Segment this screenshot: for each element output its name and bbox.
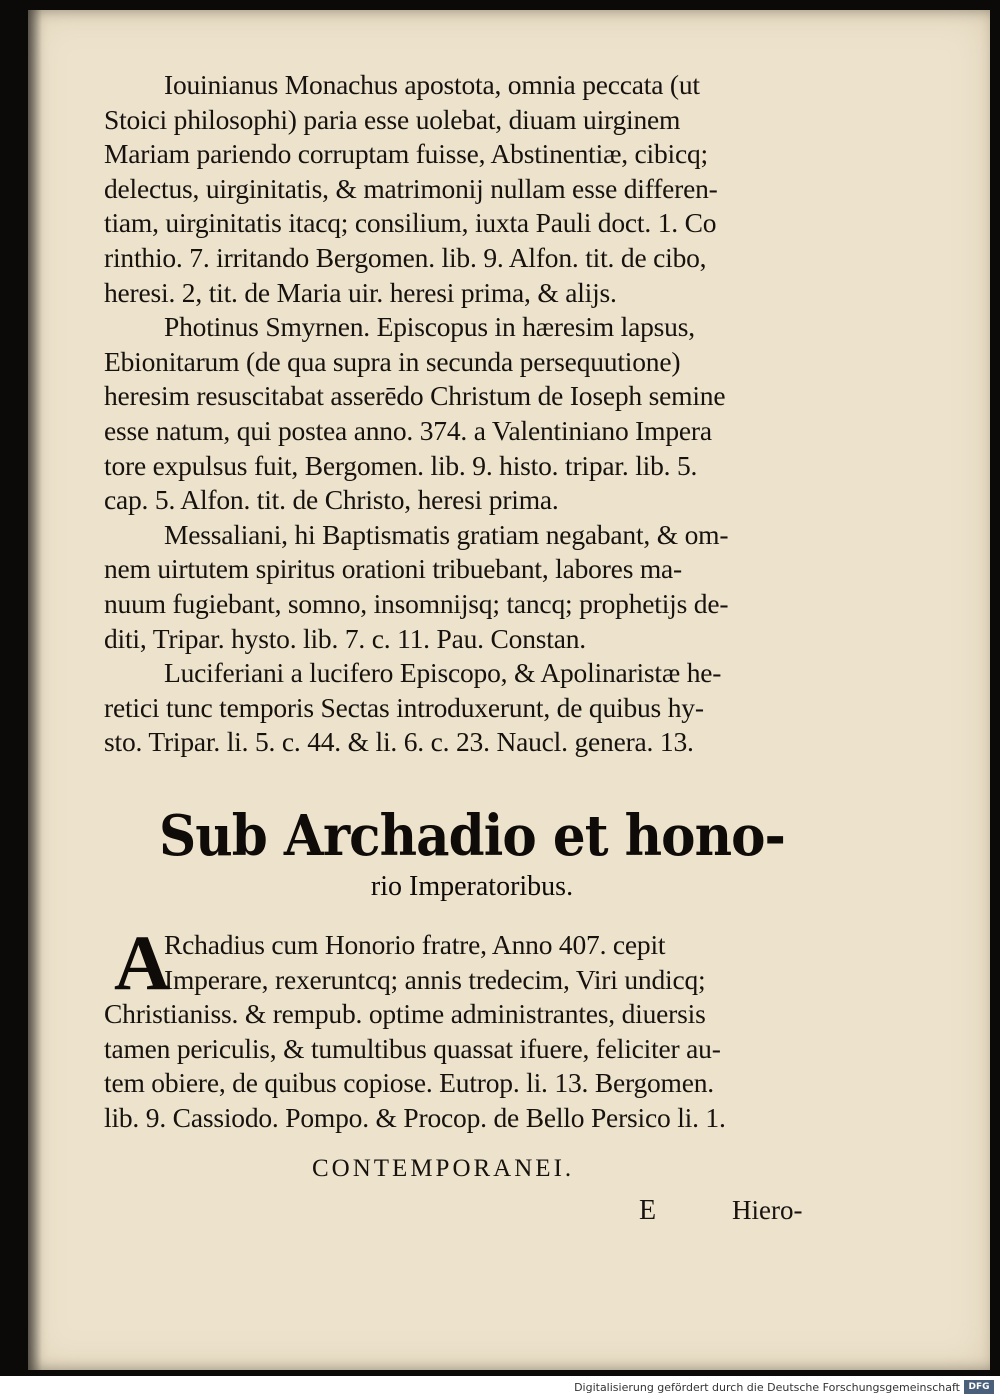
text-line: esse natum, qui postea anno. 374. a Valentiniano Impera xyxy=(104,414,712,446)
heading-subtitle: rio Imperatoribus. xyxy=(370,871,574,902)
text-line: tore expulsus fuit, Bergomen. lib. 9. histo. tripar. lib. 5. xyxy=(104,449,698,481)
text-line: rinthio. 7. irritando Bergomen. lib. 9. Alfon. tit. de cibo, xyxy=(104,241,707,273)
text-line: Mariam pariendo corruptam fuisse, Abstinentiæ, cibicq; xyxy=(104,138,708,170)
text-line: nem uirtutem spiritus orationi tribuebant, labores ma- xyxy=(104,553,683,585)
text-line: heresim resuscitabat asserēdo Christum de Ioseph semine xyxy=(104,380,726,412)
text-line: sto. Tripar. li. 5. c. 44. & li. 6. c. 23. Naucl. genera. 13. xyxy=(104,726,694,758)
text-block-upper xyxy=(104,68,840,760)
section-heading xyxy=(104,805,840,905)
signature-mark: E xyxy=(639,1195,657,1226)
heading-title: Sub Archadio et hono- xyxy=(158,803,786,869)
text-line: cap. 5. Alfon. tit. de Christo, heresi prima. xyxy=(104,484,559,516)
text-line: Messaliani, hi Baptismatis gratiam negabant, & om- xyxy=(164,518,729,550)
text-line: Christianiss. & rempub. optime administrantes, diuersis xyxy=(104,998,706,1030)
book-page xyxy=(28,10,990,1370)
text-line: nuum fugiebant, somno, insomnijsq; tancq; prophetijs de- xyxy=(104,587,729,619)
text-block-lower xyxy=(104,919,840,1136)
text-line: Stoici philosophi) paria esse uolebat, diuam uirginem xyxy=(104,103,681,135)
drop-capital: A xyxy=(114,919,171,1006)
contemporanei-label: CONTEMPORANEI. xyxy=(312,1155,575,1182)
text-line: tamen periculis, & tumultibus quassat ifuere, feliciter au- xyxy=(104,1032,721,1064)
text-line: delectus, uirginitatis, & matrimonij nullam esse differen- xyxy=(104,172,718,204)
text-line: retici tunc temporis Sectas introduxerunt, de quibus hy- xyxy=(104,691,704,723)
text-line: Ebionitarum (de qua supra in secunda persequutione) xyxy=(104,345,681,377)
catchword: Hiero- xyxy=(732,1195,803,1225)
dfg-logo-icon: DFG xyxy=(964,1380,994,1394)
footer-credit: Digitalisierung gefördert durch die Deutsche Forschungsgemeinschaft xyxy=(574,1381,960,1394)
text-line: tem obiere, de quibus copiose. Eutrop. li. 13. Bergomen. xyxy=(104,1067,714,1099)
text-line: Luciferiani a lucifero Episcopo, & Apolinaristæ he- xyxy=(164,657,722,689)
text-line: lib. 9. Cassiodo. Pompo. & Procop. de Bello Persico li. 1. xyxy=(104,1101,726,1133)
text-line: Rchadius cum Honorio fratre, Anno 407. cepit xyxy=(164,929,666,960)
text-line: Imperare, rexeruntcq; annis tredecim, Viri undicq; xyxy=(164,963,706,995)
text-line: Photinus Smyrnen. Episcopus in hæresim lapsus, xyxy=(164,311,695,343)
text-line: Iouinianus Monachus apostota, omnia peccata (ut xyxy=(164,69,700,100)
text-line: diti, Tripar. hysto. lib. 7. c. 11. Pau. Constan. xyxy=(104,622,586,654)
text-line: tiam, uirginitatis itacq; consilium, iuxta Pauli doct. 1. Co xyxy=(104,207,717,239)
footer-bar xyxy=(0,1376,1000,1399)
text-line: heresi. 2, tit. de Maria uir. heresi prima, & alijs. xyxy=(104,276,617,308)
